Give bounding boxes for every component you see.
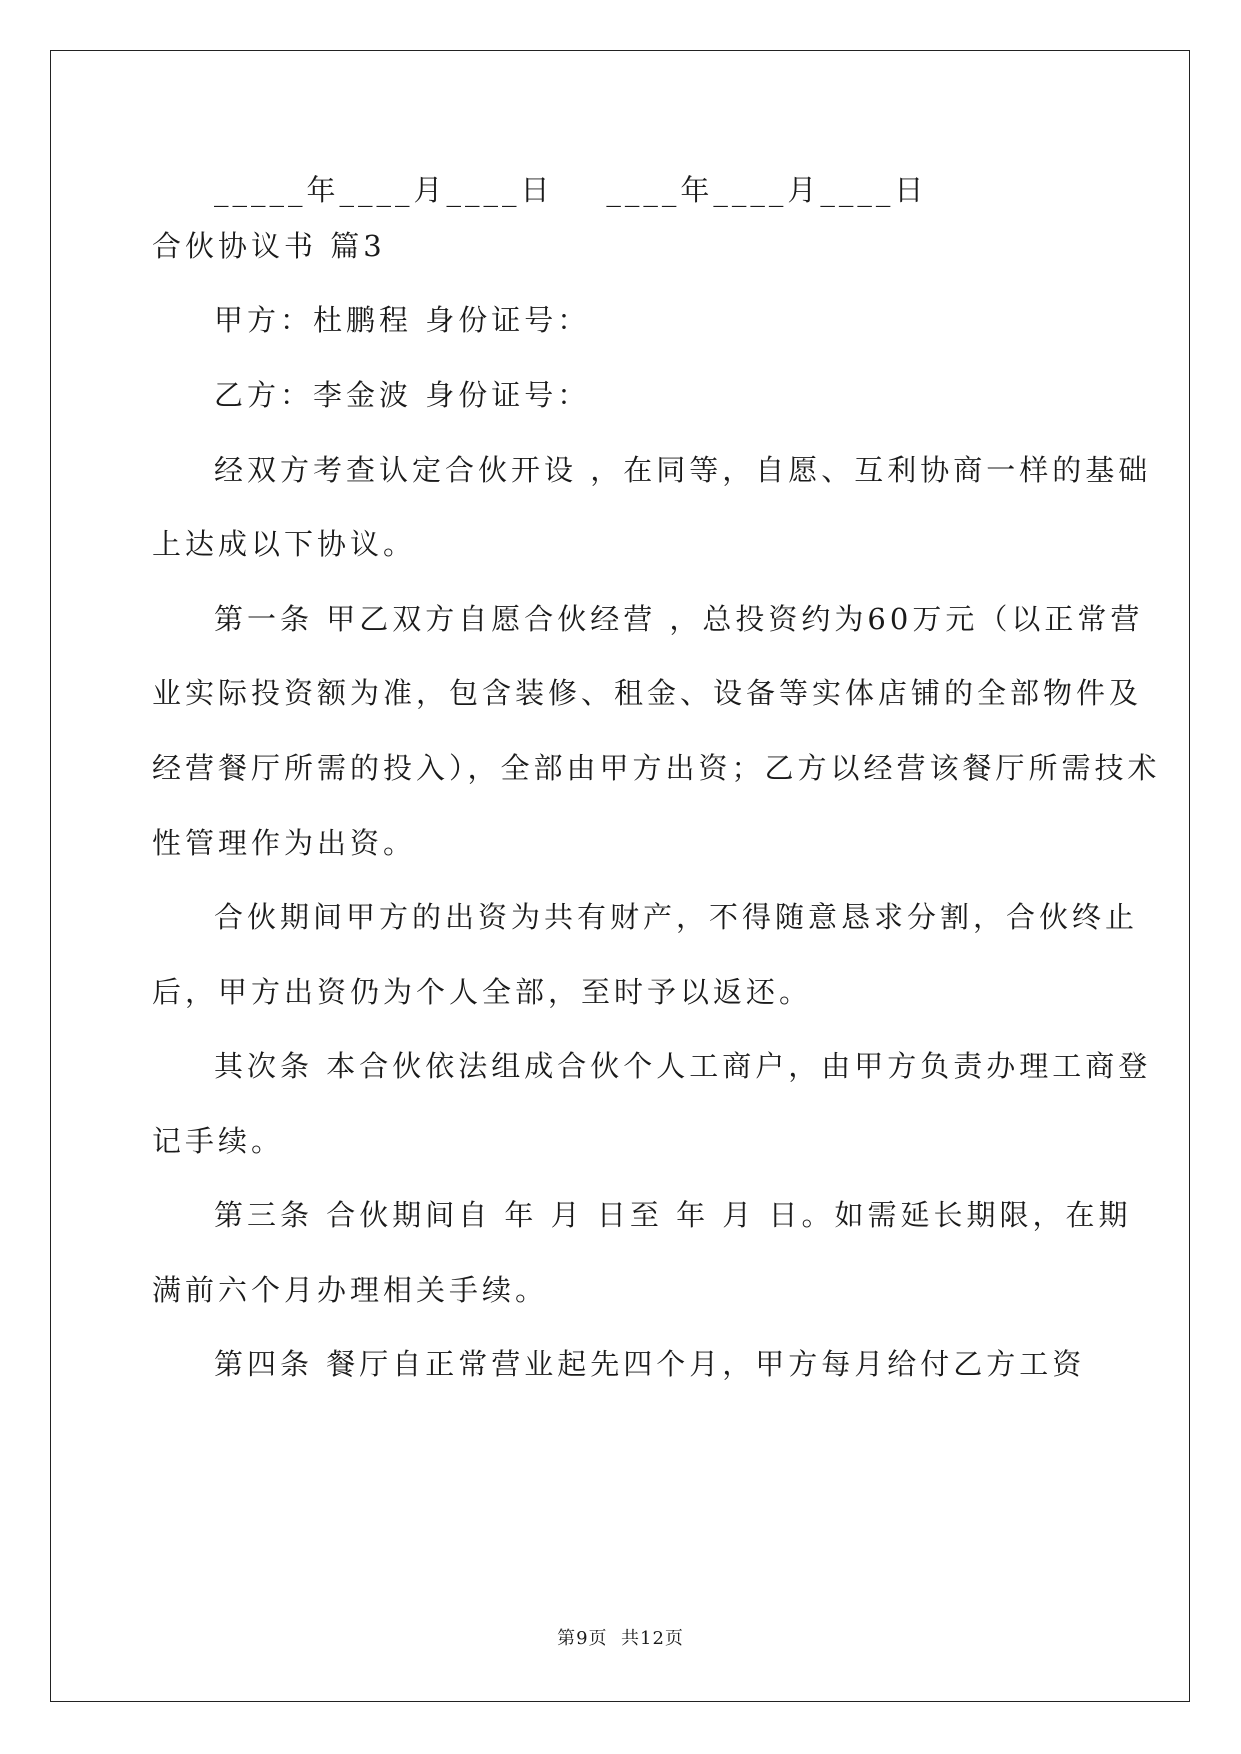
signature-date-line: _____年____月____日 ____年____月____日 (214, 173, 928, 207)
paragraph-line: 记手续。 (152, 1124, 285, 1158)
paragraph-line: 经双方考查认定合伙开设 ，在同等，自愿、互利协商一样的基础 (214, 453, 1152, 487)
paragraph-line: 性管理作为出资。 (152, 826, 417, 860)
paragraph-line: 上达成以下协议。 (152, 527, 417, 561)
party-b-line: 乙方：李金波 身份证号： (214, 378, 591, 412)
paragraph-line: 其次条 本合伙依法组成合伙个人工商户，由甲方负责办理工商登 (214, 1049, 1152, 1083)
paragraph-line: 第四条 餐厅自正常营业起先四个月，甲方每月给付乙方工资 (214, 1347, 1086, 1381)
paragraph-line: 合伙期间甲方的出资为共有财产，不得随意恳求分割，合伙终止 (214, 900, 1139, 934)
section-title: 合伙协议书 篇3 (152, 229, 386, 263)
party-a-line: 甲方：杜鹏程 身份证号： (214, 303, 591, 337)
page-number-footer: 第9页 共12页 (557, 1628, 684, 1649)
paragraph-line: 第三条 合伙期间自 年 月 日至 年 月 日。如需延长期限，在期 (214, 1198, 1132, 1232)
paragraph-line: 第一条 甲乙双方自愿合伙经营 ，总投资约为60万元（以正常营 (214, 602, 1144, 636)
paragraph-line: 后，甲方出资仍为个人全部，至时予以返还。 (152, 975, 813, 1009)
paragraph-line: 业实际投资额为准，包含装修、租金、设备等实体店铺的全部物件及 (152, 676, 1143, 710)
paragraph-line: 满前六个月办理相关手续。 (152, 1273, 549, 1307)
paragraph-line: 经营餐厅所需的投入），全部由甲方出资；乙方以经营该餐厅所需技术 (152, 751, 1161, 785)
page-border (50, 50, 1190, 1702)
